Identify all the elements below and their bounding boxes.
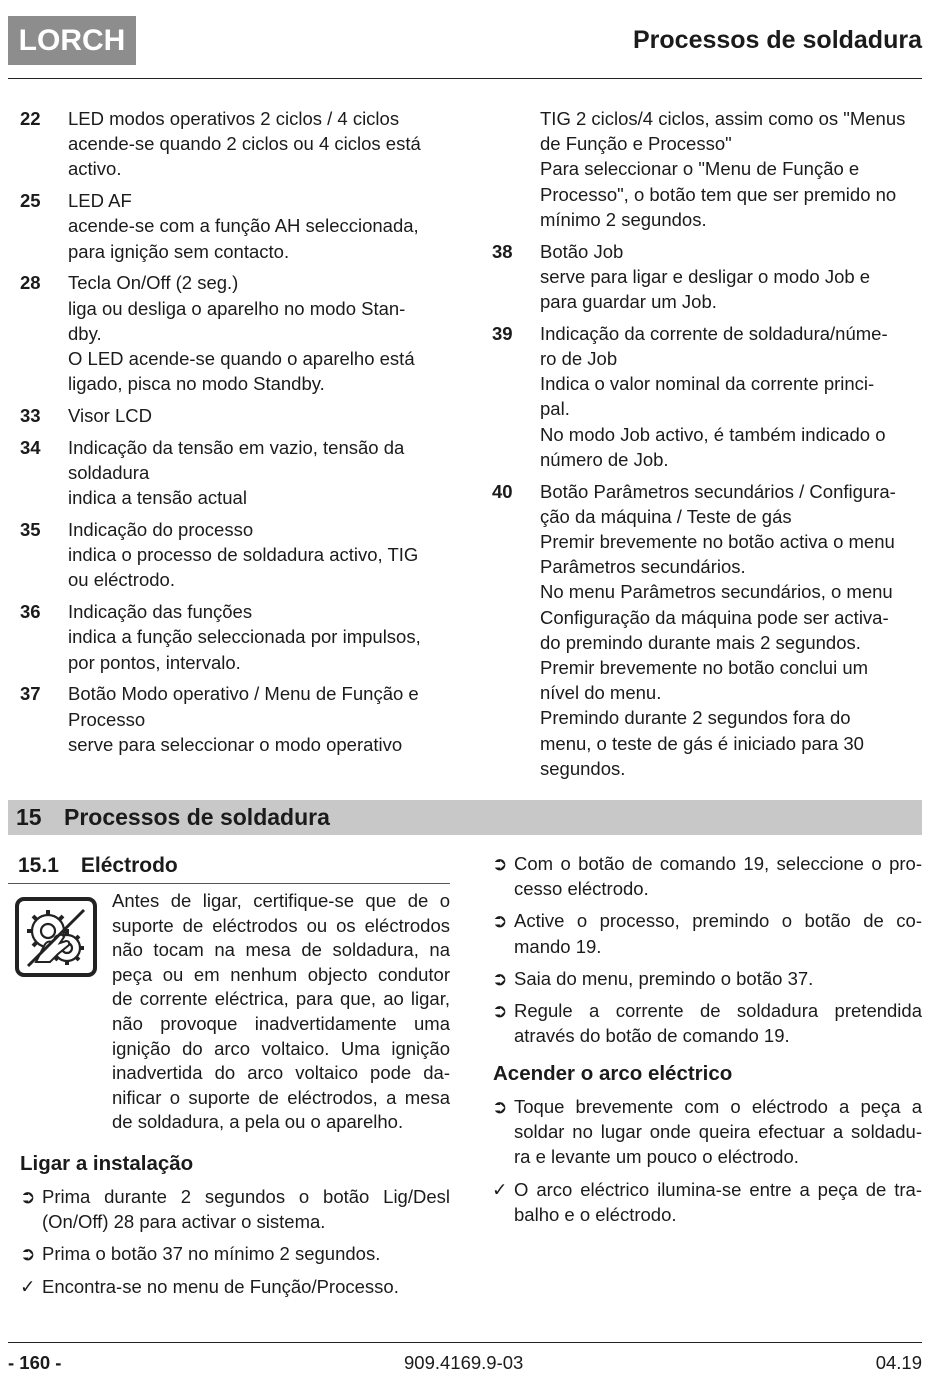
warning-line: inadvertida do arco voltaico pode da- <box>112 1062 450 1084</box>
item-line: No menu Parâmetros secundários, o menu <box>540 581 893 603</box>
warning-line: de corrente eléctrica, para que, ao ligar, <box>112 988 450 1010</box>
item-number: 38 <box>492 240 513 262</box>
item-number: 28 <box>20 272 41 294</box>
step-line: através do botão de comando 19. <box>514 1025 790 1047</box>
item-description <box>68 188 450 264</box>
section-heading <box>8 800 922 835</box>
step-text <box>514 1177 922 1227</box>
list-item <box>20 1184 450 1234</box>
item-number: 39 <box>492 322 513 344</box>
warning-line: não tocam na mesa de soldadura, na <box>112 939 450 961</box>
header-rule <box>8 78 922 79</box>
item-line: pal. <box>540 398 570 420</box>
step-text <box>514 966 922 991</box>
item-line: Botão Parâmetros secundários / Configura- <box>540 480 896 502</box>
item-line: TIG 2 ciclos/4 ciclos, assim como os "Menus <box>540 108 906 129</box>
list-item <box>20 517 450 593</box>
section-title: Processos de soldadura <box>64 804 330 830</box>
item-line: Processo", o botão tem que ser premido no <box>540 183 897 205</box>
ligar-step-list <box>20 1184 450 1306</box>
item-line: LED modos operativos 2 ciclos / 4 ciclos <box>68 108 400 129</box>
list-item <box>20 270 450 396</box>
step-line: Com o botão de comando 19, seleccione o pro- <box>514 853 922 874</box>
item-description <box>68 517 450 593</box>
arrow-bullet-icon: ➲ <box>492 1000 508 1022</box>
item-line: indica a função seleccionada por impulsos, <box>68 626 421 648</box>
warning-text <box>112 889 450 1135</box>
item-line: Premir brevemente no botão conclui um <box>540 657 869 679</box>
item-line: indica a tensão actual <box>68 487 247 509</box>
warning-line: ignição do arco voltaico. Uma ignição <box>112 1037 450 1059</box>
item-line: para ignição sem contacto. <box>68 240 290 262</box>
item-line: Botão Job <box>540 240 624 262</box>
ligar-heading: Ligar a instalação <box>20 1152 194 1175</box>
list-item <box>492 851 922 901</box>
step-line: Toque brevemente com o eléctrodo a peça a <box>514 1096 922 1117</box>
item-line: Premir brevemente no botão activa o menu <box>540 531 895 553</box>
step-text <box>42 1274 450 1299</box>
item-line: Visor LCD <box>68 405 152 427</box>
item-37-continuation <box>492 106 932 232</box>
step-line: Active o processo, premindo o botão de co- <box>514 910 922 932</box>
item-line: nível do menu. <box>540 682 662 704</box>
hand-in-gears-warning-icon <box>14 896 98 978</box>
item-line: ção da máquina / Teste de gás <box>540 505 792 527</box>
item-line: ou eléctrodo. <box>68 569 175 591</box>
step-line: Encontra-se no menu de Função/Processo. <box>42 1275 399 1297</box>
item-line: por pontos, intervalo. <box>68 651 241 673</box>
list-item <box>492 966 922 991</box>
step-line: cesso eléctrodo. <box>514 878 649 900</box>
page-header-title: Processos de soldadura <box>632 26 922 54</box>
item-line: acende-se com a função AH seleccionada, <box>68 215 419 237</box>
item-number: 35 <box>20 519 41 541</box>
item-line: Configuração da máquina pode ser activa- <box>540 606 889 628</box>
item-number: 34 <box>20 436 41 458</box>
list-item <box>20 435 450 511</box>
subsection-title: Eléctrodo <box>80 854 178 877</box>
item-line: acende-se quando 2 ciclos ou 4 ciclos está <box>68 133 421 155</box>
item-description <box>68 403 450 428</box>
footer-rule <box>8 1342 922 1343</box>
step-line: balho e o eléctrodo. <box>514 1203 677 1225</box>
item-description <box>540 321 932 472</box>
list-item <box>492 908 922 958</box>
warning-line: não provoque inadvertidamente uma <box>112 1012 450 1034</box>
item-line: menu, o teste de gás é iniciado para 30 <box>540 732 864 754</box>
list-item <box>492 239 932 315</box>
subsection-number: 15.1 <box>18 854 59 877</box>
arrow-bullet-icon: ➲ <box>492 853 508 874</box>
item-line: Indica o valor nominal da corrente princi- <box>540 373 875 395</box>
step-text <box>42 1241 450 1266</box>
list-item <box>492 998 922 1048</box>
item-line: mínimo 2 segundos. <box>540 208 707 230</box>
item-line: Processo <box>68 708 146 730</box>
step-line: ra e levante um pouco o eléctrodo. <box>514 1146 799 1168</box>
item-description <box>540 479 932 781</box>
step-text <box>514 851 922 901</box>
warning-line: suporte de eléctrodos ou os eléctrodos <box>112 914 450 936</box>
item-description <box>540 239 932 315</box>
electrode-step-list <box>492 851 922 1055</box>
item-line: Indicação da tensão em vazio, tensão da <box>68 436 405 458</box>
item-line: serve para seleccionar o modo operativo <box>68 733 403 755</box>
left-item-list <box>20 106 450 764</box>
list-item <box>492 1177 922 1227</box>
checkmark-icon: ✓ <box>20 1275 36 1297</box>
list-item <box>20 681 450 757</box>
warning-line: Antes de ligar, certifique-se que de o <box>112 890 450 911</box>
checkmark-icon: ✓ <box>492 1178 508 1200</box>
list-item <box>492 1094 922 1170</box>
step-line: (On/Off) 28 para activar o sistema. <box>42 1211 326 1233</box>
arrow-bullet-icon: ➲ <box>20 1186 36 1207</box>
item-number: 33 <box>20 405 41 427</box>
item-line: ro de Job <box>540 348 618 370</box>
list-item <box>492 321 932 472</box>
warning-line: de soldadura, a pela ou o aparelho. <box>112 1111 404 1133</box>
item-description <box>68 681 450 757</box>
arrow-bullet-icon: ➲ <box>492 967 508 989</box>
item-line: dby. <box>68 322 102 344</box>
step-text <box>42 1184 450 1234</box>
arrow-bullet-icon: ➲ <box>20 1243 36 1265</box>
document-number: 909.4169.9-03 <box>404 1352 524 1373</box>
item-line: soldadura <box>68 462 150 484</box>
item-number: 36 <box>20 601 41 623</box>
item-number: 25 <box>20 190 41 212</box>
arrow-bullet-icon: ➲ <box>492 910 508 932</box>
step-line: Saia do menu, premindo o botão 37. <box>514 967 814 989</box>
item-line: Parâmetros secundários. <box>540 556 746 578</box>
item-line: ligado, pisca no modo Standby. <box>68 373 325 395</box>
item-line: Indicação do processo <box>68 519 254 541</box>
list-item <box>20 1274 450 1299</box>
step-line: Regule a corrente de soldadura pretendida <box>514 1000 922 1022</box>
item-number: 40 <box>492 480 513 502</box>
item-description <box>68 435 450 511</box>
page-number: - 160 - <box>8 1352 62 1373</box>
warning-line: peça ou em nenhum objecto condutor <box>112 963 450 985</box>
item-line: Para seleccionar o "Menu de Função e <box>540 158 860 180</box>
item-line: do premindo durante mais 2 segundos. <box>540 631 861 653</box>
item-line: activo. <box>68 158 122 180</box>
item-line: liga ou desliga o aparelho no modo Stan- <box>68 297 406 319</box>
acender-step-list <box>492 1094 922 1234</box>
right-item-list <box>492 106 932 788</box>
list-item <box>20 403 450 428</box>
item-line: Botão Modo operativo / Menu de Função e <box>68 683 419 705</box>
subsection-heading <box>18 854 178 878</box>
list-item <box>20 106 450 182</box>
subsection-rule <box>8 883 450 884</box>
revision-date: 04.19 <box>875 1352 922 1373</box>
item-line: número de Job. <box>540 448 669 470</box>
item-line: No modo Job activo, é também indicado o <box>540 423 886 445</box>
item-description <box>68 106 450 182</box>
item-number: 22 <box>20 108 41 129</box>
step-text <box>514 1094 922 1170</box>
step-line: soldar no lugar onde queira efectuar a soldadu- <box>514 1121 922 1143</box>
item-description <box>68 270 450 396</box>
step-line: Prima durante 2 segundos o botão Lig/Desl <box>42 1186 450 1207</box>
step-text <box>514 998 922 1048</box>
item-description <box>68 599 450 675</box>
item-line: Indicação das funções <box>68 601 253 623</box>
item-line: indica o processo de soldadura activo, TIG <box>68 544 419 566</box>
list-item <box>20 188 450 264</box>
item-line: serve para ligar e desligar o modo Job e <box>540 265 871 287</box>
item-line: O LED acende-se quando o aparelho está <box>68 348 415 370</box>
step-line: mando 19. <box>514 935 602 957</box>
item-line: LED AF <box>68 190 132 212</box>
step-line: O arco eléctrico ilumina-se entre a peça de tra- <box>514 1178 922 1200</box>
item-line: Premindo durante 2 segundos fora do <box>540 707 851 729</box>
item-number: 37 <box>20 683 41 705</box>
brand-logo: LORCH <box>8 16 136 65</box>
arrow-bullet-icon: ➲ <box>492 1096 508 1117</box>
acender-heading: Acender o arco eléctrico <box>493 1062 733 1085</box>
step-text <box>514 908 922 958</box>
list-item <box>492 479 932 781</box>
step-line: Prima o botão 37 no mínimo 2 segundos. <box>42 1243 381 1265</box>
section-number: 15 <box>16 804 42 830</box>
item-line: Tecla On/Off (2 seg.) <box>68 272 239 294</box>
list-item <box>20 599 450 675</box>
item-line: de Função e Processo" <box>540 133 732 155</box>
list-item <box>20 1241 450 1266</box>
item-line: Indicação da corrente de soldadura/núme- <box>540 322 888 344</box>
warning-line: nificar o suporte de eléctrodos, a mesa <box>112 1086 450 1108</box>
item-line: segundos. <box>540 757 626 779</box>
item-line: para guardar um Job. <box>540 291 717 313</box>
